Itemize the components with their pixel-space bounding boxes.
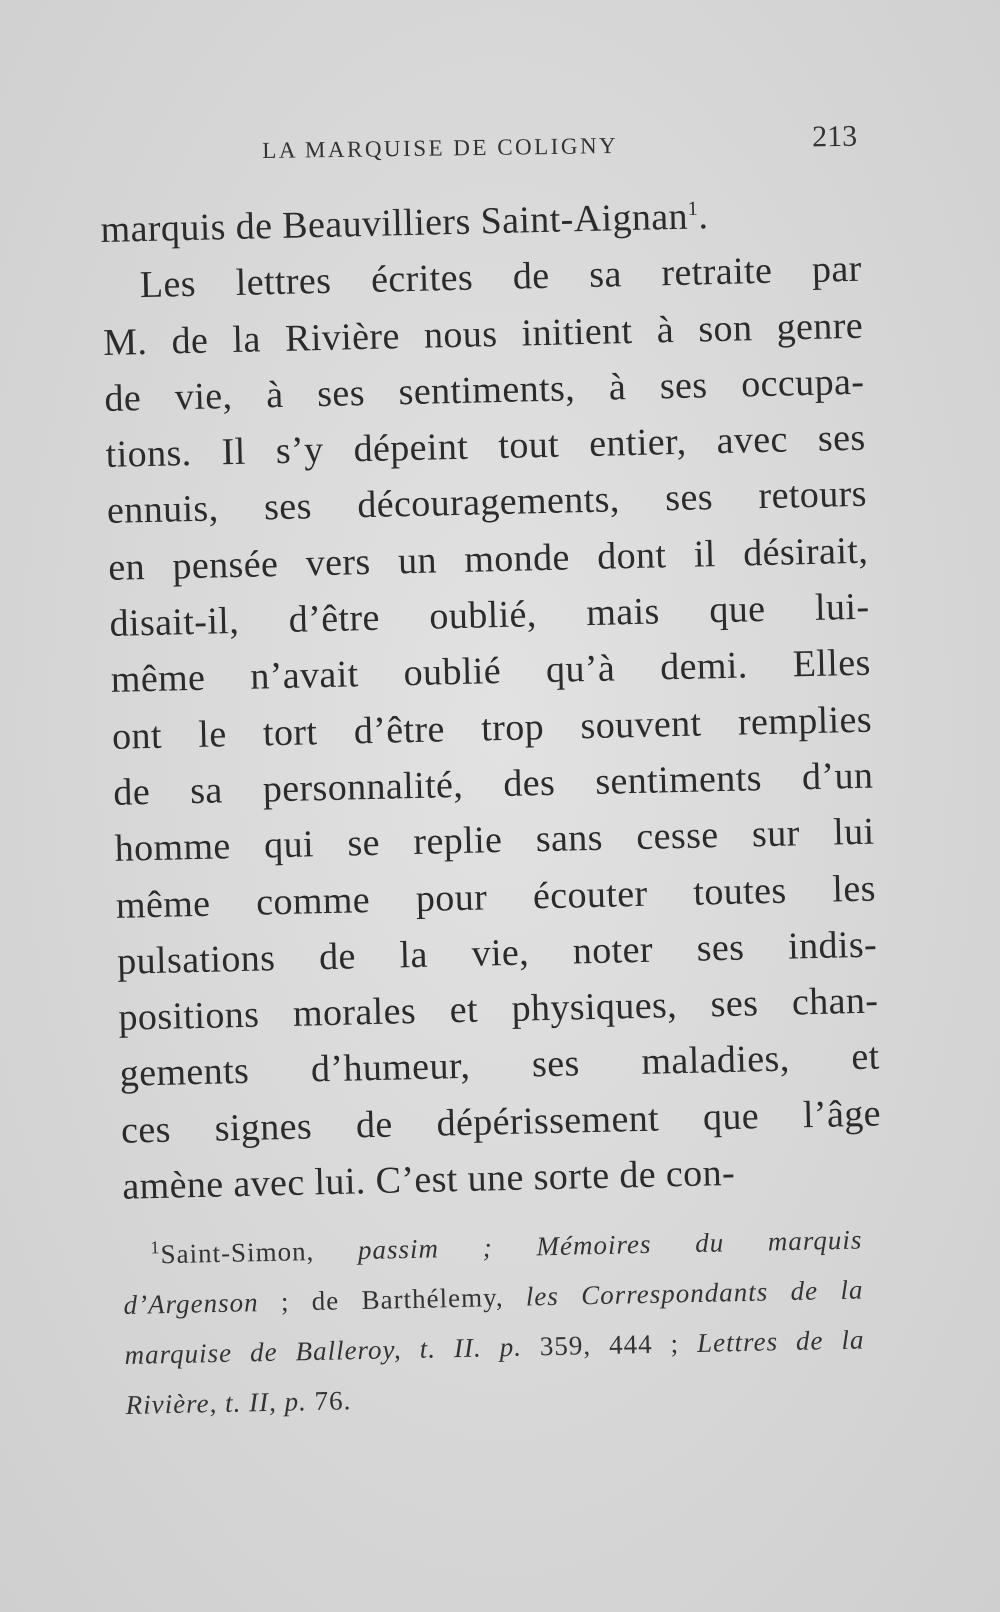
text-line: ont le tort d’être trop souvent remplies [111,698,873,758]
text-line: même comme pour écouter toutes les [115,867,877,927]
body-text [100,185,883,1215]
line-text: marquis de Beauvilliers Saint-Aignan [100,195,689,251]
text-line: M. de la Rivière nous initient à son genre [102,304,864,364]
text-line: ces signes de dépérissement que l’âge [120,1092,882,1152]
text-line: pulsations de la vie, noter ses indis- [116,923,878,983]
footnote-italic-text: d’Argenson [123,1287,259,1320]
text-line: tions. Il s’y dépeint tout entier, avec ses [105,416,867,477]
page-number: 213 [811,119,858,154]
running-title: LA MARQUISE DE COLIGNY [262,133,619,163]
footnote-italic-text: Rivière, t. II, p. [125,1386,308,1420]
text-line: Les lettres écrites de sa retraite par [139,248,863,307]
page-header [262,120,858,168]
footnote-text: 359, 444 ; [521,1327,698,1362]
footnote [122,1215,866,1430]
text-line: gements d’humeur, ses maladies, et [119,1035,881,1096]
footnote-text: ; de Barthélemy, [258,1281,527,1318]
footnote-text: Saint-Simon, [160,1235,359,1270]
footnote-italic-text: Lettres de la [696,1324,865,1358]
line-punctuation: . [697,195,709,238]
text-line: de sa personnalité, des sentiments d’un [112,754,874,814]
text-line: même n’avait oublié qu’à demi. Elles [110,642,872,702]
footnote-text: 76. [306,1385,352,1417]
text-line: amène avec lui. C’est une sorte de con- [121,1151,736,1208]
text-line: ennuis, ses découragements, ses retours [106,473,868,533]
footnote-italic-text: passim ; Mémoires du marquis [357,1224,863,1266]
footnote-italic-text: les Correspondants de la [525,1274,864,1312]
text-line: de vie, à ses sentiments, à ses occupa- [103,360,865,420]
text-line: homme qui se replie sans cesse sur lui [114,810,875,871]
text-line: disait-il, d’être oublié, mais que lui- [109,585,870,645]
footnote-italic-text: marquise de Balleroy, t. II. p. [124,1331,523,1370]
text-line: positions morales et physiques, ses chan- [118,979,879,1039]
footnote-reference: 1 [687,197,699,221]
footnote-marker: 1 [150,1237,161,1258]
text-line: en pensée vers un monde dont il désirait, [107,529,869,589]
